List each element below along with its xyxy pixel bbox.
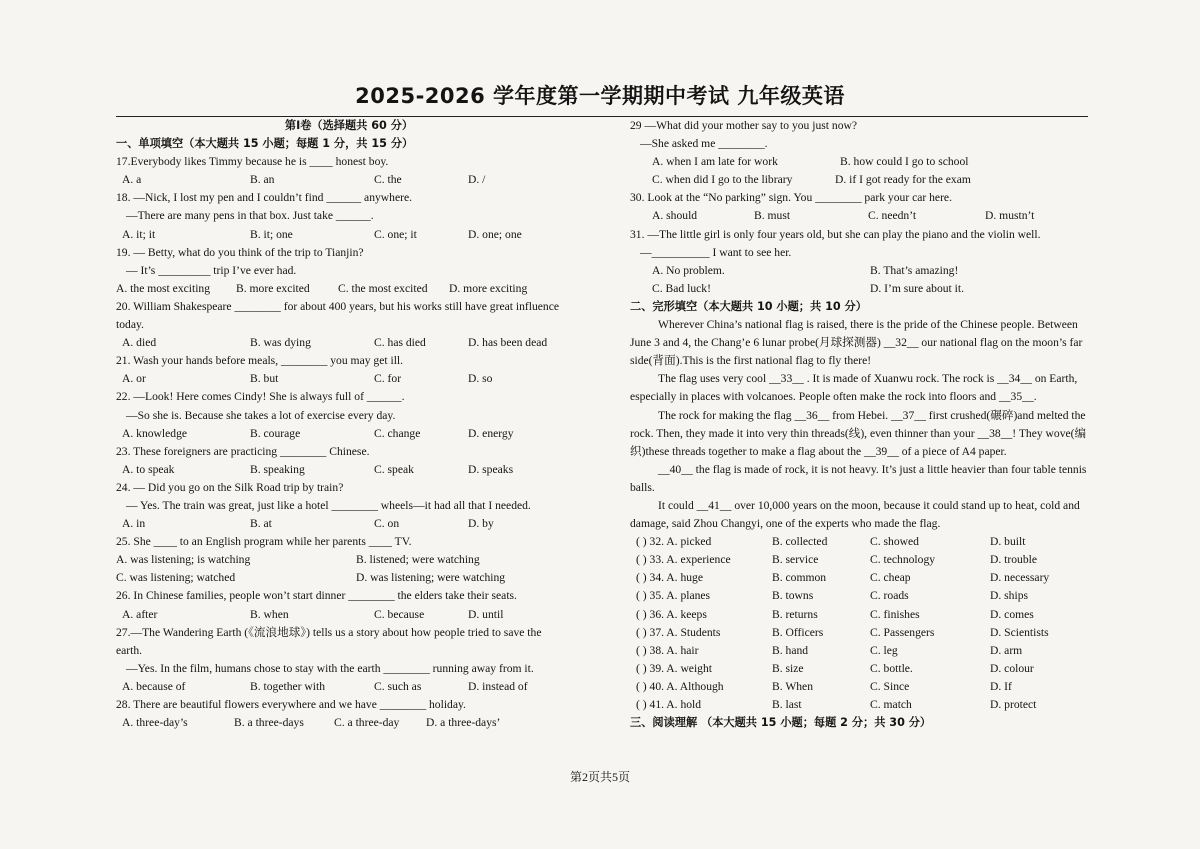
options-row bbox=[630, 171, 1090, 189]
option: B. it; one bbox=[250, 227, 293, 241]
option: A. to speak bbox=[122, 462, 175, 476]
options-row bbox=[116, 171, 582, 189]
option: C. was listening; watched bbox=[116, 571, 236, 585]
option: D. speaks bbox=[468, 462, 514, 476]
option: C. Since bbox=[870, 679, 910, 693]
option: B. When bbox=[772, 679, 814, 693]
option: ( ) 41. A. hold bbox=[636, 698, 702, 711]
text-line: Wherever China’s national flag is raised, there is the pride of the Chinese people. Between bbox=[658, 318, 1078, 332]
option: A. it; it bbox=[122, 227, 156, 241]
option: D. built bbox=[990, 535, 1026, 549]
option: A. three-day’s bbox=[122, 716, 188, 730]
option: C. Passengers bbox=[870, 625, 935, 639]
options-row bbox=[630, 262, 1090, 280]
text-line: earth. bbox=[116, 643, 143, 657]
option: D. necessary bbox=[990, 571, 1050, 585]
option: ( ) 38. A. hair bbox=[636, 643, 699, 657]
option: A. should bbox=[652, 209, 698, 223]
options-row bbox=[116, 714, 582, 732]
option: D. colour bbox=[990, 661, 1034, 675]
option: D. so bbox=[468, 372, 493, 386]
text-line: side(背面).This is the first national flag to fly there! bbox=[630, 354, 872, 368]
option: D. instead of bbox=[468, 679, 528, 693]
options-row bbox=[630, 280, 1090, 298]
option: B. a three-days bbox=[234, 716, 304, 730]
option: B. speaking bbox=[250, 462, 305, 476]
option: D. if I got ready for the exam bbox=[835, 173, 971, 187]
text-line: 20. William Shakespeare ________ for about 400 years, but his works still have great influence bbox=[116, 299, 559, 313]
option: B. more excited bbox=[236, 281, 310, 295]
option: ( ) 39. A. weight bbox=[636, 661, 712, 675]
option: B. towns bbox=[772, 589, 814, 603]
options-row bbox=[116, 606, 582, 624]
left-column bbox=[116, 117, 582, 732]
option: C. the most excited bbox=[338, 281, 428, 295]
right-column bbox=[630, 117, 1090, 732]
text-line: —There are many pens in that box. Just take ______. bbox=[126, 209, 374, 223]
option: A. knowledge bbox=[122, 426, 188, 440]
option: B. at bbox=[250, 517, 272, 531]
text-line: 30. Look at the “No parking” sign. You ________ park your car here. bbox=[630, 191, 952, 205]
option: D. has been dead bbox=[468, 336, 548, 350]
options-row bbox=[116, 461, 582, 479]
option: C. Bad luck! bbox=[652, 281, 711, 295]
option: ( ) 34. A. huge bbox=[636, 571, 703, 585]
option: D. If bbox=[990, 679, 1012, 693]
option: ( ) 37. A. Students bbox=[636, 625, 721, 639]
text-line: — Yes. The train was great, just like a hotel ________ wheels—it had all that I needed. bbox=[126, 498, 531, 512]
section-heading: 三、阅读理解 （本大题共 15 小题；每题 2 分；共 30 分） bbox=[630, 716, 932, 730]
options-row bbox=[630, 696, 1090, 714]
option: ( ) 33. A. experience bbox=[636, 553, 731, 567]
text-line: 21. Wash your hands before meals, ________ you may get ill. bbox=[116, 354, 404, 368]
option: ( ) 36. A. keeps bbox=[636, 607, 707, 621]
options-row bbox=[630, 587, 1090, 605]
text-line: — It’s _________ trip I’ve ever had. bbox=[126, 263, 297, 277]
options-row bbox=[630, 533, 1090, 551]
exam-title: 2025-2026 学年度第一学期期中考试 九年级英语 bbox=[355, 84, 845, 108]
option: D. Scientists bbox=[990, 625, 1049, 639]
options-row bbox=[116, 280, 582, 298]
option: C. on bbox=[374, 517, 400, 531]
option: A. died bbox=[122, 336, 157, 350]
option: B. was dying bbox=[250, 336, 311, 350]
option: B. collected bbox=[772, 535, 828, 549]
text-line: The flag uses very cool __33__ . It is made of Xuanwu rock. The rock is __34__ on Earth, bbox=[658, 372, 1078, 386]
option: B. That’s amazing! bbox=[870, 263, 959, 277]
option: C. showed bbox=[870, 535, 919, 549]
option: C. roads bbox=[870, 589, 909, 603]
option: C. speak bbox=[374, 462, 414, 476]
option: B. listened; were watching bbox=[356, 553, 480, 567]
option: A. was listening; is watching bbox=[116, 553, 251, 567]
option: B. hand bbox=[772, 643, 809, 657]
section-heading: 二、完形填空（本大题共 10 小题；共 10 分） bbox=[630, 299, 867, 313]
options-row bbox=[116, 678, 582, 696]
option: D. by bbox=[468, 517, 494, 531]
option: C. technology bbox=[870, 553, 936, 567]
options-row bbox=[630, 678, 1090, 696]
option: A. No problem. bbox=[652, 263, 725, 277]
text-line: 26. In Chinese families, people won’t start dinner ________ the elders take their seats. bbox=[116, 589, 517, 603]
option: A. because of bbox=[122, 679, 186, 693]
option: C. one; it bbox=[374, 227, 417, 241]
text-line: 19. — Betty, what do you think of the trip to Tianjin? bbox=[116, 245, 364, 259]
option: ( ) 32. A. picked bbox=[636, 535, 712, 549]
option: B. together with bbox=[250, 679, 326, 693]
option: C. the bbox=[374, 173, 402, 187]
option: D. more exciting bbox=[449, 281, 528, 295]
text-line: especially in places with volcanoes. People often make the rock into floors and __35__. bbox=[630, 390, 1037, 404]
text-line: 18. —Nick, I lost my pen and I couldn’t find ______ anywhere. bbox=[116, 191, 413, 205]
option: C. a three-day bbox=[334, 716, 400, 730]
text-line: 25. She ____ to an English program while her parents ____ TV. bbox=[116, 535, 412, 549]
text-line: rock. Then, they made it into very thin threads(线), even thinner than your __38__! They wove(编 bbox=[630, 426, 1087, 440]
option: B. when bbox=[250, 607, 289, 621]
option: D. protect bbox=[990, 698, 1037, 711]
text-line: 29 —What did your mother say to you just now? bbox=[630, 119, 858, 132]
section-heading: 一、单项填空（本大题共 15 小题；每题 1 分，共 15 分） bbox=[116, 137, 414, 151]
text-line: __40__ the flag is made of rock, it is not heavy. It’s just a little heavier than four table tennis bbox=[658, 462, 1087, 476]
options-row bbox=[116, 551, 582, 569]
option: D. was listening; were watching bbox=[356, 571, 506, 585]
option: C. for bbox=[374, 372, 402, 386]
option: D. / bbox=[468, 173, 486, 187]
option: B. but bbox=[250, 372, 279, 386]
text-line: balls. bbox=[630, 480, 655, 494]
option: C. when did I go to the library bbox=[652, 173, 793, 187]
option: A. in bbox=[122, 517, 146, 531]
option: B. how could I go to school bbox=[840, 155, 969, 169]
option: B. must bbox=[754, 209, 791, 223]
option: C. change bbox=[374, 426, 421, 440]
option: B. an bbox=[250, 173, 275, 187]
text-line: 27.—The Wandering Earth (《流浪地球》) tells us a story about how people tried to save the bbox=[116, 625, 542, 639]
text-line: —__________ I want to see her. bbox=[640, 245, 792, 259]
options-row bbox=[116, 334, 582, 352]
option: C. has died bbox=[374, 336, 426, 350]
option: C. bottle. bbox=[870, 661, 913, 675]
text-line: June 3 and 4, the Chang’e 6 lunar probe(月球探测器) __32__ our national flag on the moon’s far bbox=[630, 336, 1083, 350]
option: C. because bbox=[374, 607, 425, 621]
option: ( ) 40. A. Although bbox=[636, 679, 724, 693]
options-row bbox=[116, 370, 582, 388]
option: D. ships bbox=[990, 589, 1029, 603]
option: D. arm bbox=[990, 643, 1023, 657]
text-line: 17.Everybody likes Timmy because he is ____ honest boy. bbox=[116, 155, 389, 169]
text-line: —So she is. Because she takes a lot of exercise every day. bbox=[126, 408, 396, 422]
option: D. comes bbox=[990, 607, 1034, 621]
options-row bbox=[630, 642, 1090, 660]
options-row bbox=[116, 569, 582, 587]
option: D. mustn’t bbox=[985, 209, 1035, 223]
options-row bbox=[630, 153, 1090, 171]
text-line: —Yes. In the film, humans chose to stay with the earth ________ running away from it. bbox=[126, 661, 534, 675]
option: D. trouble bbox=[990, 553, 1038, 567]
option: A. the most exciting bbox=[116, 281, 211, 295]
options-row bbox=[116, 515, 582, 533]
option: C. match bbox=[870, 698, 912, 711]
option: C. cheap bbox=[870, 571, 911, 585]
option: D. energy bbox=[468, 426, 514, 440]
text-line: It could __41__ over 10,000 years on the moon, because it could stand up to heat, cold and bbox=[658, 498, 1080, 512]
option: B. size bbox=[772, 661, 804, 675]
options-row bbox=[630, 551, 1090, 569]
text-line: 28. There are beautiful flowers everywhere and we have ________ holiday. bbox=[116, 698, 466, 711]
page-footer: 第2页共5页 bbox=[569, 770, 630, 784]
option: C. needn’t bbox=[868, 209, 917, 223]
text-line: 24. — Did you go on the Silk Road trip by train? bbox=[116, 480, 344, 494]
text-line: 23. These foreigners are practicing ________ Chinese. bbox=[116, 444, 370, 458]
text-line: 31. —The little girl is only four years old, but she can play the piano and the violin well. bbox=[630, 227, 1041, 241]
option: B. common bbox=[772, 571, 827, 585]
option: D. a three-days’ bbox=[426, 716, 501, 730]
option: B. courage bbox=[250, 426, 301, 440]
text-line: —She asked me ________. bbox=[640, 137, 768, 151]
option: C. leg bbox=[870, 643, 898, 657]
text-line: 22. —Look! Here comes Cindy! She is always full of ______. bbox=[116, 390, 405, 404]
option: B. service bbox=[772, 553, 819, 567]
option: B. Officers bbox=[772, 625, 824, 639]
option: D. until bbox=[468, 607, 504, 621]
text-line: The rock for making the flag __36__ from Hebei. __37__ first crushed(碾碎)and melted the bbox=[658, 408, 1086, 422]
option: C. such as bbox=[374, 679, 422, 693]
option: ( ) 35. A. planes bbox=[636, 589, 711, 603]
options-row bbox=[630, 569, 1090, 587]
option: A. after bbox=[122, 607, 158, 621]
options-row bbox=[630, 207, 1090, 225]
option: D. I’m sure about it. bbox=[870, 281, 965, 295]
options-row bbox=[630, 624, 1090, 642]
option: D. one; one bbox=[468, 227, 522, 241]
options-row bbox=[116, 226, 582, 244]
text-line: today. bbox=[116, 318, 144, 332]
options-row bbox=[116, 425, 582, 443]
option: B. returns bbox=[772, 607, 818, 621]
text-line: 织)these threads together to make a flag about the __39__ of a piece of A4 paper. bbox=[630, 444, 1007, 458]
option: B. last bbox=[772, 698, 802, 711]
option: A. when I am late for work bbox=[652, 155, 778, 169]
options-row bbox=[630, 660, 1090, 678]
option: A. a bbox=[122, 173, 142, 187]
option: A. or bbox=[122, 372, 146, 386]
options-row bbox=[630, 606, 1090, 624]
option: C. finishes bbox=[870, 607, 920, 621]
section-heading: 第Ⅰ卷（选择题共 60 分） bbox=[284, 119, 414, 132]
text-line: damage, said Zhou Changyi, one of the experts who made the flag. bbox=[630, 517, 941, 531]
